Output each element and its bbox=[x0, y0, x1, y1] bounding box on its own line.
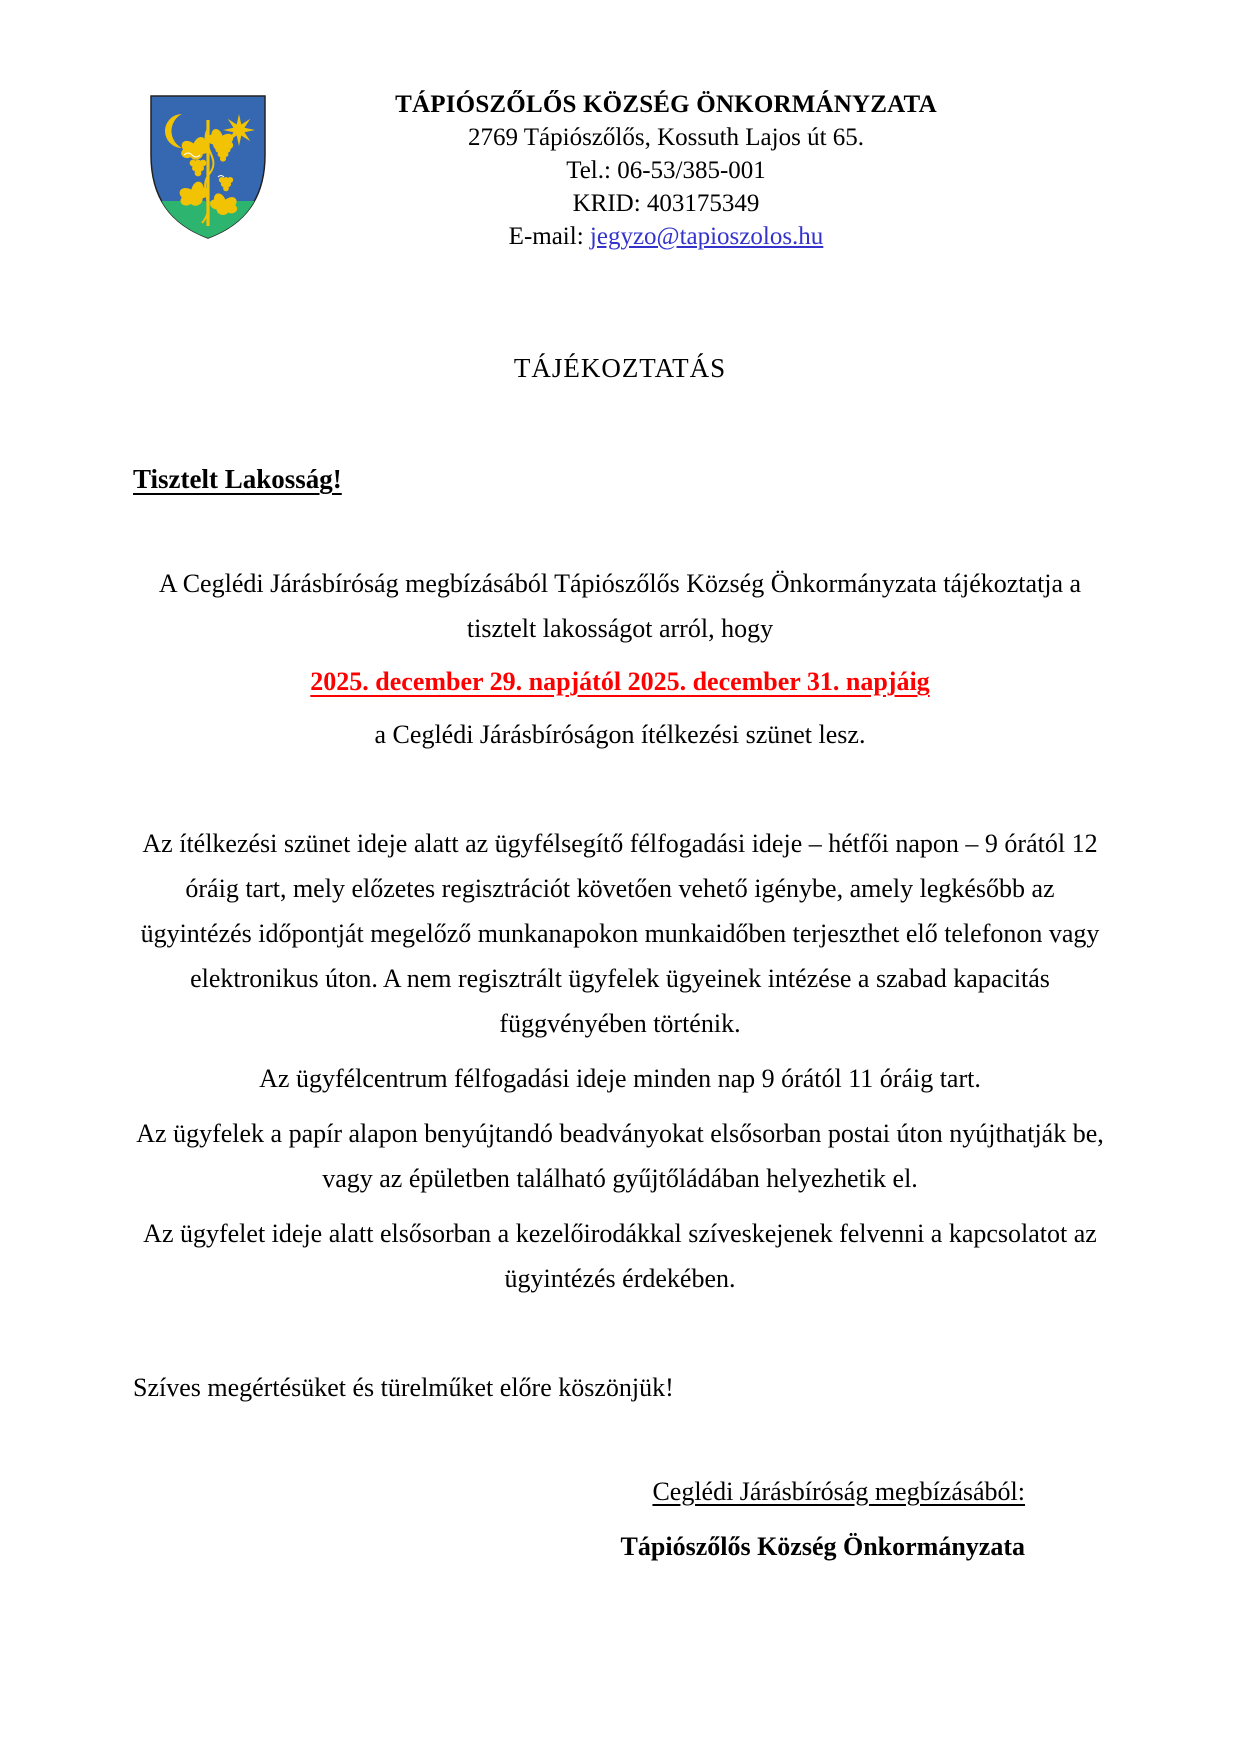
document-title: TÁJÉKOZTATÁS bbox=[513, 353, 727, 383]
thanks-line: Szíves megértésüket és türelműket előre köszönjük! bbox=[133, 1373, 674, 1402]
org-name: TÁPIÓSZŐLŐS KÖZSÉG ÖNKORMÁNYZATA bbox=[395, 91, 937, 118]
org-address: 2769 Tápiószőlős, Kossuth Lajos út 65. bbox=[467, 124, 865, 151]
signature-on-behalf: Ceglédi Járásbíróság megbízásából: bbox=[652, 1477, 1025, 1506]
coat-of-arms-icon bbox=[148, 93, 268, 241]
body-paragraph: Az ügyfelet ideje alatt elsősorban a kezelőirodákkal szíveskejenek felvenni a kapcsolatot az ügyintézés érdekében. bbox=[143, 1219, 1097, 1293]
document-body bbox=[130, 561, 1110, 1301]
closure-statement: a Ceglédi Járásbíróságon ítélkezési szünet lesz. bbox=[374, 720, 866, 749]
intro-paragraph: A Ceglédi Járásbíróság megbízásából Tápiószőlős Község Önkormányzata tájékoztatja a tisztelt lakosságot arról, hogy bbox=[158, 569, 1082, 643]
signature-organization: Tápiószőlős Község Önkormányzata bbox=[620, 1532, 1025, 1561]
salutation: Tisztelt Lakosság! bbox=[133, 464, 342, 494]
signature-block bbox=[0, 1469, 1240, 1569]
body-paragraph: Az ügyfélcentrum félfogadási ideje minden nap 9 órától 11 óráig tart. bbox=[259, 1064, 981, 1093]
org-krid: KRID: 403175349 bbox=[572, 190, 760, 217]
closure-date-range: 2025. december 29. napjától 2025. december 31. napjáig bbox=[310, 667, 930, 696]
body-paragraph: Az ügyfelek a papír alapon benyújtandó beadványokat elsősorban postai úton nyújthatják be, vagy az épületben található gyűjtőládában helyezhetik el. bbox=[136, 1119, 1104, 1193]
letterhead bbox=[0, 0, 1240, 253]
email-label: E-mail: bbox=[508, 223, 590, 250]
email-link[interactable]: jegyzo@tapioszolos.hu bbox=[589, 223, 824, 250]
body-paragraph: Az ítélkezési szünet ideje alatt az ügyfélsegítő félfogadási ideje – hétfői napon – 9 órától 12 óráig tart, mely előzetes regisztrációt követően vehető igénybe, amely legkésőbb az ügyintézés időpontját megelőző munkanapokon munkaidőben terjeszthet elő telefonon vagy elektronikus úton. A nem regisztrált ügyfelek ügyeinek intézése a szabad kapacitás függvényében történik. bbox=[140, 829, 1100, 1038]
org-phone: Tel.: 06-53/385-001 bbox=[566, 157, 766, 184]
